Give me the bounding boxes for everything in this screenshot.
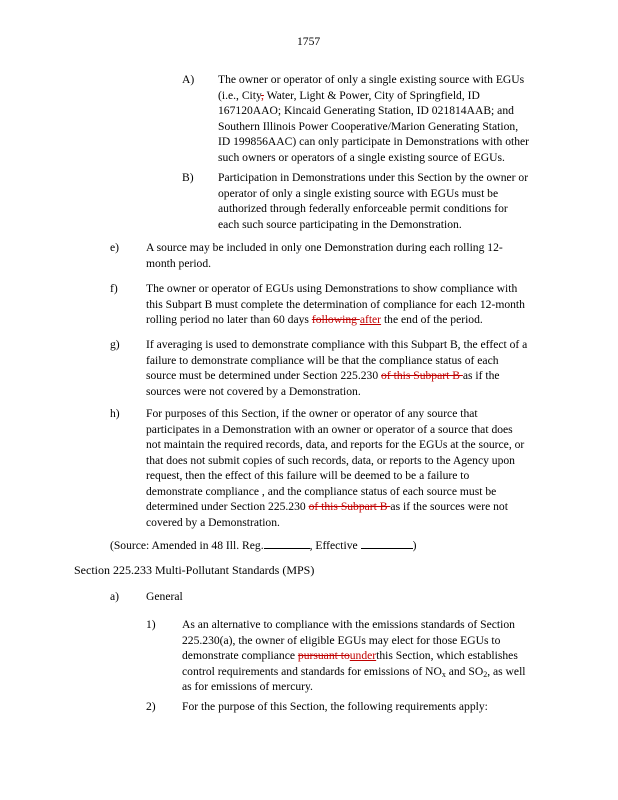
item-g-line-3-pre: source must be determined under Section 225.230 — [146, 369, 382, 382]
item-f-line-1: The owner or operator of EGUs using Demonstrations to show compliance with — [146, 282, 518, 295]
item-g-label: g) — [110, 338, 120, 351]
item-1-line-5: as for emissions of mercury. — [182, 680, 313, 693]
item-h-label: h) — [110, 407, 120, 420]
source-note-post: ) — [412, 539, 417, 552]
deleted-text: pursuant to — [297, 649, 350, 662]
item-1-label: 1) — [146, 618, 156, 631]
item-1-line-4-pre: control requirements and standards for emissions of NO — [182, 664, 442, 678]
item-g-line-1: If averaging is used to demonstrate compliance with this Subpart B, the effect of a — [146, 338, 528, 351]
item-a-line-2-post: Water, Light & Power, City of Springfield, ID — [263, 88, 480, 102]
item-1-line-1: As an alternative to compliance with the emissions standards of Section — [182, 618, 515, 631]
deleted-text: of this Subpart B — [381, 369, 463, 382]
item-1-line-4 — [182, 664, 526, 680]
item-1-line-4-post: , as well — [487, 664, 526, 678]
item-g-line-2: failure to demonstrate compliance will be that the compliance status of each — [146, 353, 499, 367]
item-g-line-4: sources were not covered by a Demonstration. — [146, 384, 361, 398]
item-1-line-2: 225.230(a), the owner of eligible EGUs may elect for those EGUs to — [182, 633, 501, 647]
inserted-text: after — [359, 313, 382, 326]
item-f-line-2: this Subpart B must complete the determination of compliance for each 12-month — [146, 297, 525, 311]
subscript-2: 2 — [483, 669, 488, 679]
item-h-line-7-post: as if the sources were not — [390, 500, 508, 513]
item-1-line-3-post: this Section, which establishes — [376, 649, 518, 662]
inserted-text: under — [349, 649, 377, 662]
item-h-line-1: For purposes of this Section, if the owner or operator of any source that — [146, 407, 478, 420]
item-f-line-3-post: the end of the period. — [381, 313, 483, 326]
item-1-line-3 — [182, 648, 518, 664]
item-b-line-1: Participation in Demonstrations under this Section by the owner or — [218, 171, 529, 184]
item-a-line-4: Southern Illinois Power Cooperative/Marion Generating Station, — [218, 119, 519, 133]
item-b-line-3: authorized through federally enforceable permit conditions for — [218, 202, 508, 215]
item-h-line-7-pre: determined under Section 225.230 — [146, 500, 309, 513]
source-note — [110, 538, 416, 554]
item-a-general-text: General — [146, 590, 183, 603]
item-a-line-5: ID 199856AAC) can only participate in Demonstrations with other — [218, 135, 530, 148]
item-1-line-3-pre: demonstrate compliance — [182, 649, 298, 662]
source-note-pre: (Source: Amended in 48 Ill. Reg. — [110, 539, 264, 552]
item-h-line-8: covered by a Demonstration. — [146, 515, 280, 529]
item-h-line-2: participates in a Demonstration with an owner or operator of a source that does — [146, 422, 513, 436]
item-g-line-3 — [146, 368, 500, 384]
item-a-label: A) — [182, 73, 195, 86]
item-h-line-7 — [146, 499, 508, 515]
deleted-text: of this Subpart B — [308, 500, 391, 513]
item-2-label: 2) — [146, 700, 156, 713]
item-b-line-2: operator of only a single existing source with EGUs must be — [218, 186, 499, 200]
item-e-line-1: A source may be included in only one Demonstration during each rolling 12- — [146, 241, 503, 254]
item-a-line-2-pre: (i.e., City — [218, 88, 262, 102]
item-e-line-2: month period. — [146, 256, 212, 270]
item-a-line-2 — [218, 88, 480, 104]
source-note-mid: , Effective — [309, 539, 361, 552]
item-a-line-6: such owners or operators of a single existing source of EGUs. — [218, 150, 505, 164]
item-h-line-3: not maintain the required records, data, and reports for the EGUs at the source, or — [146, 438, 525, 451]
item-2-text: For the purpose of this Section, the following requirements apply: — [182, 700, 488, 713]
item-e-label: e) — [110, 241, 120, 254]
deleted-text: following — [311, 313, 360, 326]
section-heading: Section 225.233 Multi-Pollutant Standards (MPS) — [74, 563, 315, 577]
page-number: 1757 — [297, 35, 321, 48]
blank-line — [264, 538, 310, 549]
item-a-line-3: 167120AAO; Kincaid Generating Station, ID 021814AAB; and — [218, 104, 514, 117]
item-1-line-4-mid: and SO — [445, 664, 484, 678]
item-a-line-1: The owner or operator of only a single existing source with EGUs — [218, 73, 525, 86]
item-g-line-3-post: as if the — [462, 369, 500, 382]
item-h-line-5: request, then the effect of this failure will be deemed to be a failure to — [146, 469, 470, 482]
subscript-x: x — [441, 669, 446, 679]
item-f-label: f) — [110, 282, 118, 295]
item-b-label: B) — [182, 171, 194, 184]
item-a-general-label: a) — [110, 590, 120, 603]
item-f-line-3 — [146, 312, 483, 328]
blank-line — [361, 538, 413, 549]
item-h-line-6: demonstrate compliance , and the compliance status of each source must be — [146, 484, 497, 498]
item-f-line-3-pre: rolling period no later than 60 days — [146, 313, 312, 326]
deleted-text: , — [261, 88, 264, 102]
item-b-line-4: each such source participating in the Demonstration. — [218, 217, 462, 231]
item-h-line-4: that does not submit copies of such records, data, or reports to the Agency upon — [146, 453, 515, 467]
